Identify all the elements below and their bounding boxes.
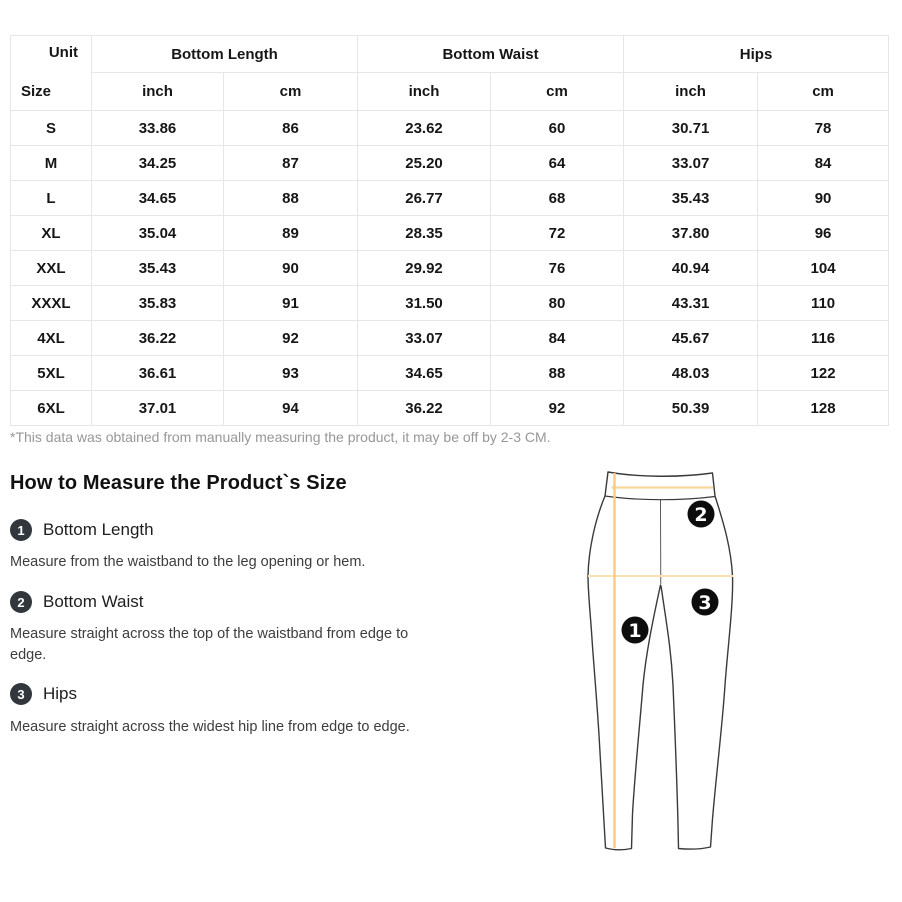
corner-size-label: Size [21,83,52,100]
value-cell: 86 [224,111,358,146]
table-row-xxl [11,251,889,286]
corner-unit-label: Unit [48,44,78,61]
value-cell: 92 [491,391,624,426]
value-cell: 90 [224,251,358,286]
value-cell: 60 [491,111,624,146]
size-chart-table [10,35,889,426]
value-cell: 92 [224,321,358,356]
value-cell: 36.61 [92,356,224,391]
value-cell: 33.86 [92,111,224,146]
step-2-badge: 2 [10,591,32,613]
measurement-disclaimer: *This data was obtained from manually measuring the product, it may be off by 2-3 CM. [10,429,551,445]
value-cell: 31.50 [358,286,491,321]
value-cell: 89 [224,216,358,251]
value-cell: 78 [758,111,889,146]
value-cell: 88 [491,356,624,391]
value-cell: 94 [224,391,358,426]
marker-3 [692,589,719,616]
unit-header: inch [624,73,758,111]
size-cell: XXL [11,251,92,286]
measure-item-label: Bottom Waist [43,592,144,611]
marker-1 [622,617,649,644]
value-cell: 93 [224,356,358,391]
value-cell: 37.80 [624,216,758,251]
measure-item-description: Measure straight across the top of the waistband from edge to edge. [10,626,409,663]
value-cell: 40.94 [624,251,758,286]
value-cell: 50.39 [624,391,758,426]
measure-item-description: Measure straight across the widest hip line from edge to edge. [10,719,410,735]
size-chart-section [10,35,888,426]
how-to-measure-section [10,470,458,738]
table-row-6xl [11,391,889,426]
value-cell: 90 [758,181,889,216]
table-row-s [11,111,889,146]
size-cell: 4XL [11,321,92,356]
value-cell: 34.65 [358,356,491,391]
step-3-badge: 3 [10,683,32,705]
value-cell: 68 [491,181,624,216]
value-cell: 26.77 [358,181,491,216]
value-cell: 33.07 [358,321,491,356]
value-cell: 29.92 [358,251,491,286]
value-cell: 35.43 [92,251,224,286]
value-cell: 122 [758,356,889,391]
table-row-5xl [11,356,889,391]
pants-diagram [555,452,755,864]
value-cell: 35.43 [624,181,758,216]
table-row-l [11,181,889,216]
value-cell: 36.22 [358,391,491,426]
value-cell: 28.35 [358,216,491,251]
value-cell: 64 [491,146,624,181]
section-title: How to Measure the Product`s Size [10,472,347,494]
column-group-bottom-waist: Bottom Waist [358,36,624,73]
measure-item-hips [10,683,458,705]
unit-header: cm [224,73,358,111]
marker-1-number: 1 [628,619,642,642]
size-cell: 5XL [11,356,92,391]
table-row-m [11,146,889,181]
value-cell: 80 [491,286,624,321]
value-cell: 116 [758,321,889,356]
marker-3-number: 3 [698,591,712,614]
value-cell: 128 [758,391,889,426]
size-cell: XXXL [11,286,92,321]
measure-item-bottom-waist [10,591,458,613]
size-cell: L [11,181,92,216]
value-cell: 30.71 [624,111,758,146]
column-group-hips: Hips [624,36,889,73]
table-row-xl [11,216,889,251]
value-cell: 45.67 [624,321,758,356]
measure-item-description: Measure from the waistband to the leg opening or hem. [10,554,366,570]
unit-header: cm [491,73,624,111]
unit-header: inch [358,73,491,111]
value-cell: 34.65 [92,181,224,216]
value-cell: 35.83 [92,286,224,321]
value-cell: 23.62 [358,111,491,146]
value-cell: 35.04 [92,216,224,251]
marker-2 [688,501,715,528]
value-cell: 33.07 [624,146,758,181]
value-cell: 87 [224,146,358,181]
measure-item-label: Bottom Length [43,520,154,539]
value-cell: 91 [224,286,358,321]
value-cell: 76 [491,251,624,286]
marker-2-number: 2 [694,503,708,526]
value-cell: 110 [758,286,889,321]
table-row-4xl [11,321,889,356]
value-cell: 36.22 [92,321,224,356]
value-cell: 34.25 [92,146,224,181]
value-cell: 25.20 [358,146,491,181]
unit-size-corner-cell [11,36,92,111]
value-cell: 72 [491,216,624,251]
measure-item-bottom-length [10,519,458,541]
value-cell: 37.01 [92,391,224,426]
value-cell: 104 [758,251,889,286]
size-cell: M [11,146,92,181]
size-cell: S [11,111,92,146]
value-cell: 96 [758,216,889,251]
value-cell: 88 [224,181,358,216]
value-cell: 43.31 [624,286,758,321]
value-cell: 84 [758,146,889,181]
value-cell: 48.03 [624,356,758,391]
column-group-bottom-length: Bottom Length [92,36,358,73]
measure-item-label: Hips [43,684,78,703]
value-cell: 84 [491,321,624,356]
step-1-badge: 1 [10,519,32,541]
size-cell: XL [11,216,92,251]
unit-header: cm [758,73,889,111]
size-cell: 6XL [11,391,92,426]
table-row-xxxl [11,286,889,321]
unit-header: inch [92,73,224,111]
